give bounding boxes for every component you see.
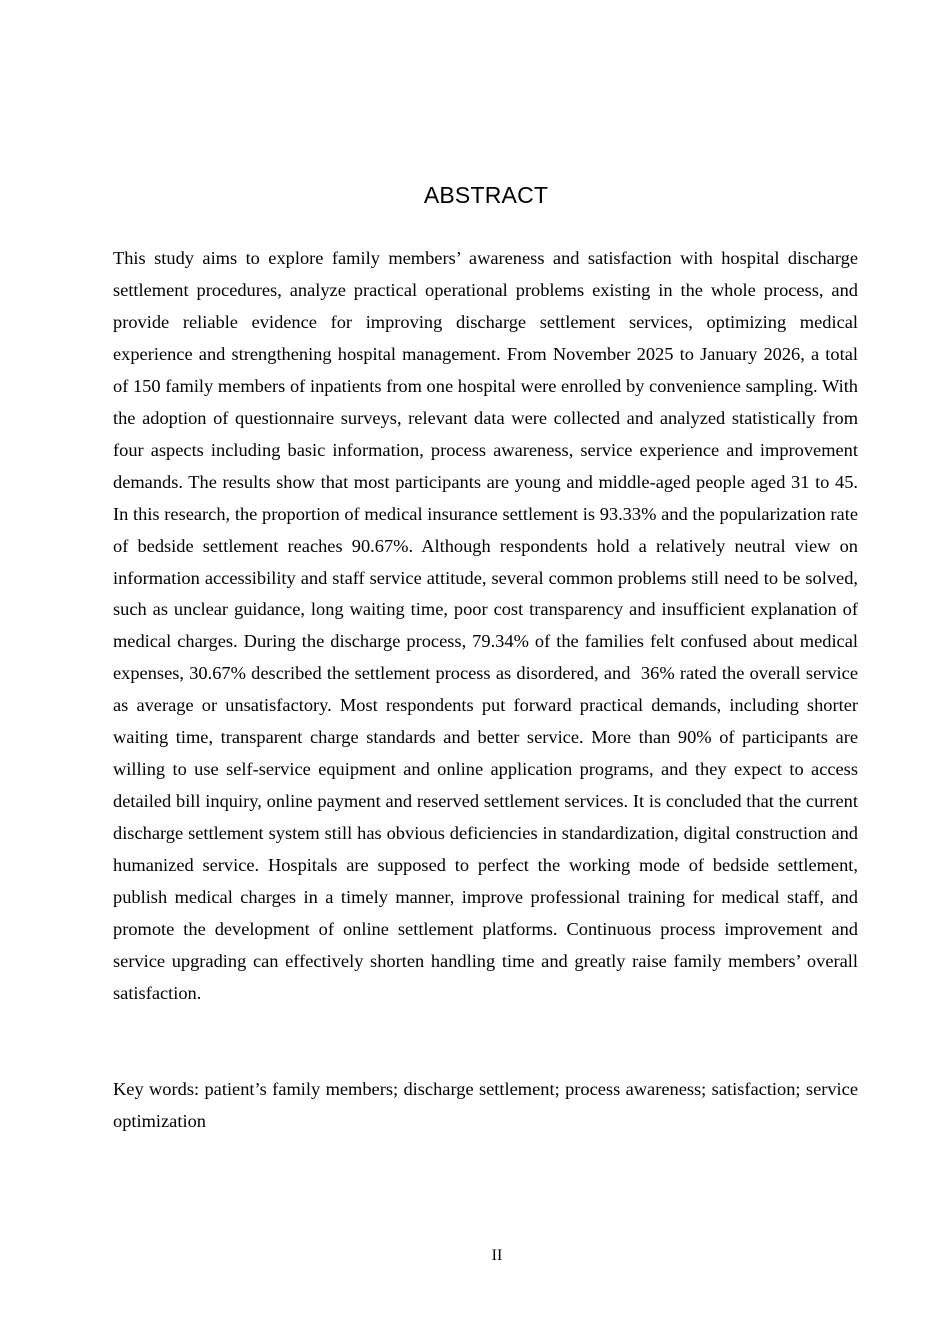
- abstract-body: This study aims to explore family members’ awareness and satisfaction with hospital discharge settlement procedures, analyze practical operational problems existing in the whole process, and provide reliable evidence for improving discharge settlement services, optimizing medical experience and strengthening hospital management. From November 2025 to January 2026, a total of 150 family members of inpatients from one hospital were enrolled by convenience sampling. With the adoption of questionnaire surveys, relevant data were collected and analyzed statistically from four aspects including basic information, process awareness, service experience and improvement demands. The results show that most participants are young and middle-aged people aged 31 to 45. In this research, the proportion of medical insurance settlement is 93.33% and the popularization rate of bedside settlement reaches 90.67%. Although respondents hold a relatively neutral view on information accessibility and staff service attitude, several common problems still need to be solved, such as unclear guidance, long waiting time, poor cost transparency and insufficient explanation of medical charges. During the discharge process, 79.34% of the families felt confused about medical expenses, 30.67% described the settlement process as disordered, and 36% rated the overall service as average or unsatisfactory. Most respondents put forward practical demands, including shorter waiting time, transparent charge standards and better service. More than 90% of participants are willing to use self-service equipment and online application programs, and they expect to access detailed bill inquiry, online payment and reserved settlement services. It is concluded that the current discharge settlement system still has obvious deficiencies in standardization, digital construction and humanized service. Hospitals are supposed to perfect the working mode of bedside settlement, publish medical charges in a timely manner, improve professional training for medical staff, and promote the development of online settlement platforms. Continuous process improvement and service upgrading can effectively shorten handling time and greatly raise family members’ overall satisfaction.: [113, 248, 863, 1003]
- page-title: ABSTRACT: [423, 182, 549, 208]
- keywords-paragraph: Key words: patient’s family members; discharge settlement; process awareness; satisfaction; service optimization: [113, 1079, 858, 1131]
- page-number: II: [491, 1247, 503, 1264]
